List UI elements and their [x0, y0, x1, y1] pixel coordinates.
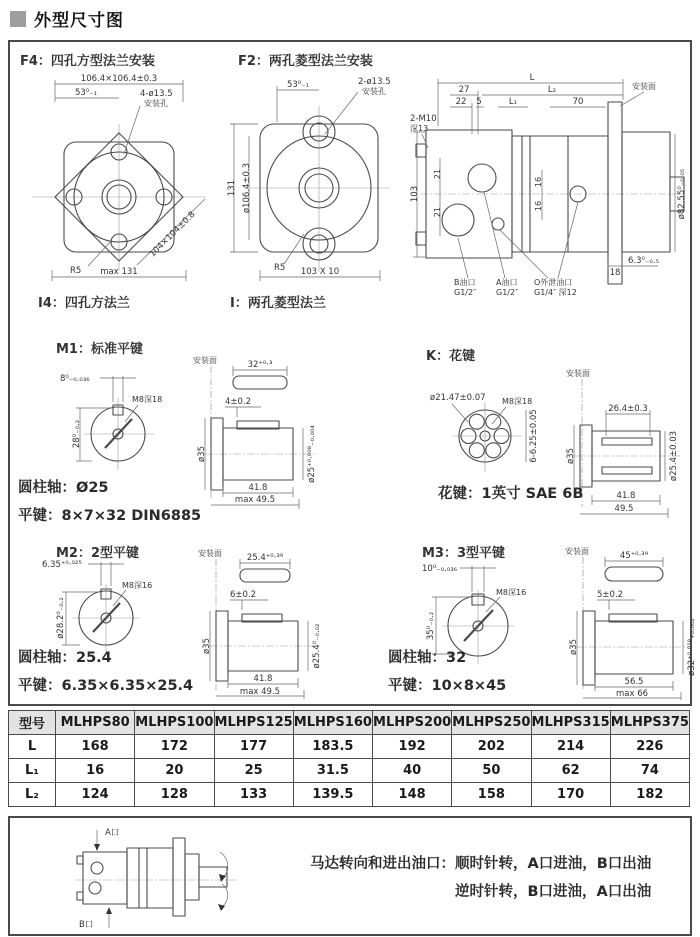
- table-cell: 74: [610, 759, 689, 783]
- f2-dim-53: 53⁰₋₁: [286, 80, 310, 90]
- m3-caption-key: 平键：10×8×45: [388, 678, 507, 694]
- m2-dim-key-pos: 6±0.2: [230, 590, 257, 600]
- m1-dim-flange: ø35: [197, 445, 207, 463]
- m2-shaft-side-drawing: [190, 547, 330, 699]
- m1-dim-key-pos: 4±0.2: [225, 397, 252, 407]
- table-header-cell: MLHPS200: [373, 711, 452, 735]
- table-header-row: [9, 711, 690, 735]
- side-dim-L: L: [529, 73, 535, 83]
- table-cell: 16: [56, 759, 135, 783]
- f2-centerlines: [250, 106, 390, 272]
- table-row: [9, 783, 690, 807]
- table-cell: 170: [531, 783, 610, 807]
- side-dim-21a: 21: [433, 168, 442, 180]
- rot-port-a-label: A口: [105, 828, 120, 838]
- m1-end-dimension-lines: [76, 376, 138, 461]
- table-cell: 182: [610, 783, 689, 807]
- table-cell: 124: [56, 783, 135, 807]
- rot-outline: [77, 838, 227, 916]
- m1-side-outline: [211, 376, 293, 490]
- dimension-table: [8, 710, 690, 807]
- side-dim-27: 27: [458, 85, 470, 95]
- m3-end-dimension-lines: [432, 566, 500, 654]
- m2-dim-len1: 41.8: [253, 674, 273, 684]
- rot-arrows: [94, 830, 228, 928]
- table-cell: 214: [531, 735, 610, 759]
- table-cell: 168: [56, 735, 135, 759]
- m1-tap-label: M8深18: [132, 395, 163, 404]
- m2-dim-shaft: ø25.4⁰₋₀.₀₂: [312, 623, 322, 669]
- side-port-a-size: G1/2″: [496, 288, 519, 297]
- k-dim-pitch: ø21.47±0.07: [430, 393, 486, 403]
- m2-dim-key-width: 6.35⁺⁰·⁰²⁵: [42, 560, 82, 570]
- m1-shaft-side-drawing: [185, 354, 325, 509]
- table-row-label: L₂: [9, 783, 56, 807]
- m3-dim-depth: 35⁰₋₀.₂: [426, 611, 436, 641]
- m2-dim-len2: max 49.5: [239, 687, 281, 697]
- f2-dim-r5: R5: [274, 263, 286, 273]
- m1-dim-len2: max 49.5: [234, 495, 276, 505]
- table-cell: 128: [135, 783, 214, 807]
- i4-section-label: I4：四孔方法兰: [38, 296, 130, 311]
- side-dim-22: 22: [455, 97, 467, 107]
- table-cell: 31.5: [293, 759, 372, 783]
- table-cell: 62: [531, 759, 610, 783]
- k-mounting-face-label: 安装面: [566, 369, 590, 378]
- f4-dim-square: 106.4×106.4±0.3: [80, 74, 158, 84]
- side-mounting-face-label: 安装面: [632, 82, 656, 91]
- k-caption: 花键：1英寸 SAE 6B: [438, 486, 584, 502]
- f4-dim-holes-note: 安装孔: [144, 99, 168, 108]
- table-header-cell: MLHPS125: [214, 711, 293, 735]
- k-section-label: K：花键: [426, 349, 476, 364]
- side-dim-16a: 16: [534, 176, 543, 188]
- rotation-note-panel: [8, 816, 692, 936]
- f2-dim-circle: ø106.4±0.3: [242, 162, 252, 214]
- m2-mounting-face-label: 安装面: [198, 549, 222, 558]
- table-cell: 172: [135, 735, 214, 759]
- table-cell: 20: [135, 759, 214, 783]
- f4-dim-max: max 131: [100, 267, 138, 277]
- m3-tap-label: M8深16: [496, 588, 527, 597]
- m3-caption-shaft: 圆柱轴：32: [388, 650, 467, 666]
- k-dim-len1: 41.8: [616, 491, 636, 501]
- k-dim-flange: ø35: [566, 447, 576, 465]
- side-dim-70: 70: [572, 97, 584, 107]
- dimension-drawings-panel: [8, 40, 697, 706]
- table-row-label: L: [9, 735, 56, 759]
- table-cell: 139.5: [293, 783, 372, 807]
- side-port-a-label: A油口: [496, 278, 518, 287]
- m3-dim-key-pos: 5±0.2: [597, 590, 624, 600]
- table-cell: 133: [214, 783, 293, 807]
- m3-mounting-face-label: 安装面: [565, 547, 589, 556]
- table-cell: 40: [373, 759, 452, 783]
- table-row: [9, 759, 690, 783]
- side-dim-L2: L₂: [547, 85, 557, 95]
- k-dim-len2: 49.5: [614, 504, 634, 514]
- table-header-cell: MLHPS100: [135, 711, 214, 735]
- m1-dim-len1: 41.8: [248, 483, 268, 493]
- side-port-b-size: G1/2″: [454, 288, 477, 297]
- page-title: [10, 6, 124, 31]
- m2-caption-key: 平键：6.35×6.35×25.4: [18, 678, 194, 694]
- f4-dim-holes: 4-ø13.5: [140, 89, 173, 99]
- f4-centerlines: [32, 124, 206, 270]
- f2-section-label: F2：两孔菱型法兰安装: [238, 54, 373, 69]
- table-cell: 25: [214, 759, 293, 783]
- table-cell: 158: [452, 783, 531, 807]
- side-dim-63: 6.3⁰₋₀.₅: [628, 256, 659, 266]
- table-header-cell: MLHPS160: [293, 711, 372, 735]
- table-header-cell: MLHPS315: [531, 711, 610, 735]
- rot-port-b-label: B口: [79, 920, 94, 930]
- f4-dim-53: 53⁰₋₁: [74, 88, 98, 98]
- k-side-dimension-lines: [574, 410, 668, 518]
- m2-end-dimension-lines: [62, 562, 126, 645]
- f2-dim-103: 103 X 10: [300, 267, 340, 277]
- side-dim-L1: L₁: [508, 97, 518, 107]
- f2-dim-holes-note: 安装孔: [362, 87, 386, 96]
- side-port-o-label: O外泄油口: [534, 278, 573, 287]
- m3-dim-flange: ø35: [569, 638, 579, 656]
- k-dim-teeth: 6-6.25±0.05: [529, 409, 539, 463]
- rotation-note-line1: 马达转向和进出油口：顺时针转，A口进油，B口出油: [310, 856, 652, 872]
- m3-dim-len2: max 66: [615, 689, 649, 699]
- m1-shaft-end-drawing: [58, 364, 173, 479]
- f2-flange-drawing: [222, 72, 417, 287]
- table-row-label: L₁: [9, 759, 56, 783]
- table-header-cell: MLHPS375: [610, 711, 689, 735]
- f4-dim-r5: R5: [70, 266, 82, 276]
- rotation-motor-drawing: [65, 822, 245, 930]
- f2-dim-131: 131: [227, 179, 237, 197]
- m2-caption-shaft: 圆柱轴：25.4: [18, 650, 112, 666]
- side-port-o-size: G1/4″ 深12: [534, 288, 577, 297]
- m1-section-label: M1：标准平键: [56, 342, 143, 357]
- m2-dim-flange: ø35: [202, 637, 212, 655]
- table-cell: 177: [214, 735, 293, 759]
- m3-dim-shaft: ø32⁺⁰·⁰¹⁸₊₀.₀₀₂: [687, 618, 697, 676]
- side-dim-pilot: ø82.55⁰₋₀.₀₅: [677, 168, 687, 220]
- m2-tap-label: M8深16: [122, 581, 153, 590]
- m2-dim-depth: ø28.2⁰₋₀.₂: [56, 597, 66, 639]
- table-cell: 50: [452, 759, 531, 783]
- m3-dim-key-length: 45⁺⁰·³⁹: [619, 551, 649, 561]
- table-header-cell: MLHPS80: [56, 711, 135, 735]
- table-header-cell: 型号: [9, 711, 56, 735]
- f4-dim-diag: 104×104±0.8: [147, 209, 198, 260]
- k-dim-spline-len: 26.4±0.3: [608, 404, 648, 414]
- table-cell: 183.5: [293, 735, 372, 759]
- m1-dim-shaft: ø25⁺⁰·⁰⁰⁸₋₀.₀₀₄: [307, 425, 317, 483]
- m1-caption-key: 平键：8×7×32 DIN6885: [18, 508, 202, 524]
- m1-dim-key-length: 32⁺⁰·³: [247, 360, 273, 370]
- side-dim-5: 5: [476, 97, 482, 107]
- m1-dim-key-width: 8⁰₋₀.₀₃₆: [60, 374, 90, 384]
- table-header-cell: MLHPS250: [452, 711, 531, 735]
- m3-side-outline: [583, 567, 673, 685]
- m3-section-label: M3：3型平键: [422, 546, 506, 561]
- k-tap-label: M8深18: [502, 397, 533, 406]
- m1-caption-shaft: 圆柱轴：Ø25: [18, 480, 109, 496]
- side-port-b-label: B油口: [454, 278, 476, 287]
- f2-dim-holes: 2-ø13.5: [358, 77, 391, 87]
- m3-dim-key-width: 10⁰₋₀.₀₃₆: [422, 564, 458, 574]
- side-bolt-depth-label: 深13: [410, 124, 429, 133]
- table-cell: 226: [610, 735, 689, 759]
- side-dim-16b: 16: [534, 200, 543, 212]
- m3-shaft-side-drawing: [553, 545, 700, 700]
- m3-dim-len1: 56.5: [624, 677, 644, 687]
- m2-side-outline: [216, 569, 298, 681]
- side-dimension-lines: [413, 79, 675, 278]
- i-section-label: I：两孔菱型法兰: [230, 296, 326, 311]
- side-dim-21b: 21: [433, 206, 442, 218]
- m2-dim-key-length: 25.4⁺⁰·³⁹: [246, 553, 284, 563]
- motor-side-view-drawing: [410, 74, 688, 304]
- side-dim-18: 18: [609, 268, 621, 278]
- table-row: [9, 735, 690, 759]
- page-title-text: 外型尺寸图: [34, 11, 124, 31]
- f4-flange-drawing: [16, 72, 216, 287]
- side-dim-103: 103: [410, 185, 420, 203]
- m1-dim-depth: 28⁰₋₀.₂: [72, 419, 82, 449]
- k-dim-shaft: ø25.4±0.03: [669, 430, 679, 482]
- table-cell: 148: [373, 783, 452, 807]
- m1-mounting-face-label: 安装面: [193, 356, 217, 365]
- f4-section-label: F4：四孔方型法兰安装: [20, 54, 155, 69]
- k-spline-end-drawing: [430, 374, 545, 484]
- rotation-note-line2: 逆时针转，B口进油，A口出油: [455, 884, 652, 900]
- side-bolt-label: 2-M10: [410, 114, 437, 124]
- m2-section-label: M2：2型平键: [56, 546, 140, 561]
- table-cell: 192: [373, 735, 452, 759]
- table-cell: 202: [452, 735, 531, 759]
- title-square-icon: [10, 11, 26, 27]
